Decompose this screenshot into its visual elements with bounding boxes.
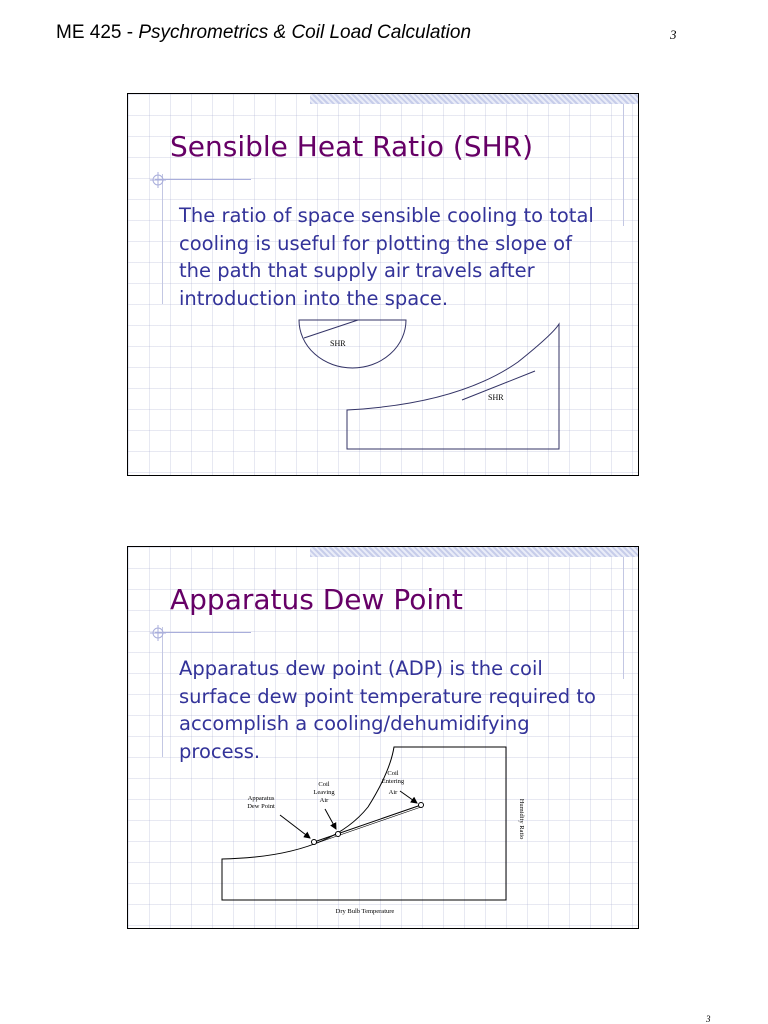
footer-page-number: 3 xyxy=(706,1014,711,1024)
coil-leaving-point xyxy=(336,832,341,837)
shr-diagram xyxy=(128,94,639,476)
coil-entering-arrow xyxy=(400,791,417,803)
slide-body-text: The ratio of space sensible cooling to total cooling is useful for plotting the slope of the path that supply air travels after introduction into the space. xyxy=(179,204,594,310)
adp-process-line xyxy=(314,805,421,842)
entering-label-line2: Entering xyxy=(381,778,405,785)
leaving-label-line3: Air xyxy=(319,797,329,804)
adp-label-line2: Dew Point xyxy=(247,803,275,810)
leaving-label-line2: Leaving xyxy=(313,789,335,796)
x-axis-label: Dry Bulb Temperature xyxy=(335,908,395,915)
course-code: ME 425 - xyxy=(56,22,139,43)
entering-label-line1: Coil xyxy=(387,770,399,777)
leaving-label-line1: Coil xyxy=(318,781,330,788)
adp-diagram xyxy=(128,547,639,929)
coil-leaving-arrow xyxy=(325,809,336,829)
adp-label-line1: Apparatus xyxy=(247,795,275,802)
shr-chart-label: SHR xyxy=(488,393,504,402)
adp-chart-outline xyxy=(222,747,506,900)
slide-apparatus-dew-point xyxy=(127,546,639,929)
adp-arrow xyxy=(280,815,310,838)
shr-protractor-line xyxy=(304,320,358,338)
y-axis-label: Humidity Ratio xyxy=(518,798,525,840)
shr-protractor xyxy=(299,320,406,368)
slide-sensible-heat-ratio xyxy=(127,93,639,476)
slide-title: Apparatus Dew Point xyxy=(170,583,463,616)
shr-protractor-label: SHR xyxy=(330,339,346,348)
entering-label-line3: Air xyxy=(388,789,398,796)
adp-process-line-2 xyxy=(314,807,421,844)
document-header xyxy=(56,22,471,44)
adp-point xyxy=(312,840,317,845)
coil-entering-point xyxy=(419,803,424,808)
shr-chart-outline xyxy=(347,324,559,449)
course-topic: Psychrometrics & Coil Load Calculation xyxy=(138,22,472,43)
slide-title: Sensible Heat Ratio (SHR) xyxy=(170,130,534,163)
page-number: 3 xyxy=(670,27,677,42)
slide-body-text: Apparatus dew point (ADP) is the coil surface dew point temperature required to accomplish a cooling/dehumidifying process. xyxy=(179,657,596,763)
